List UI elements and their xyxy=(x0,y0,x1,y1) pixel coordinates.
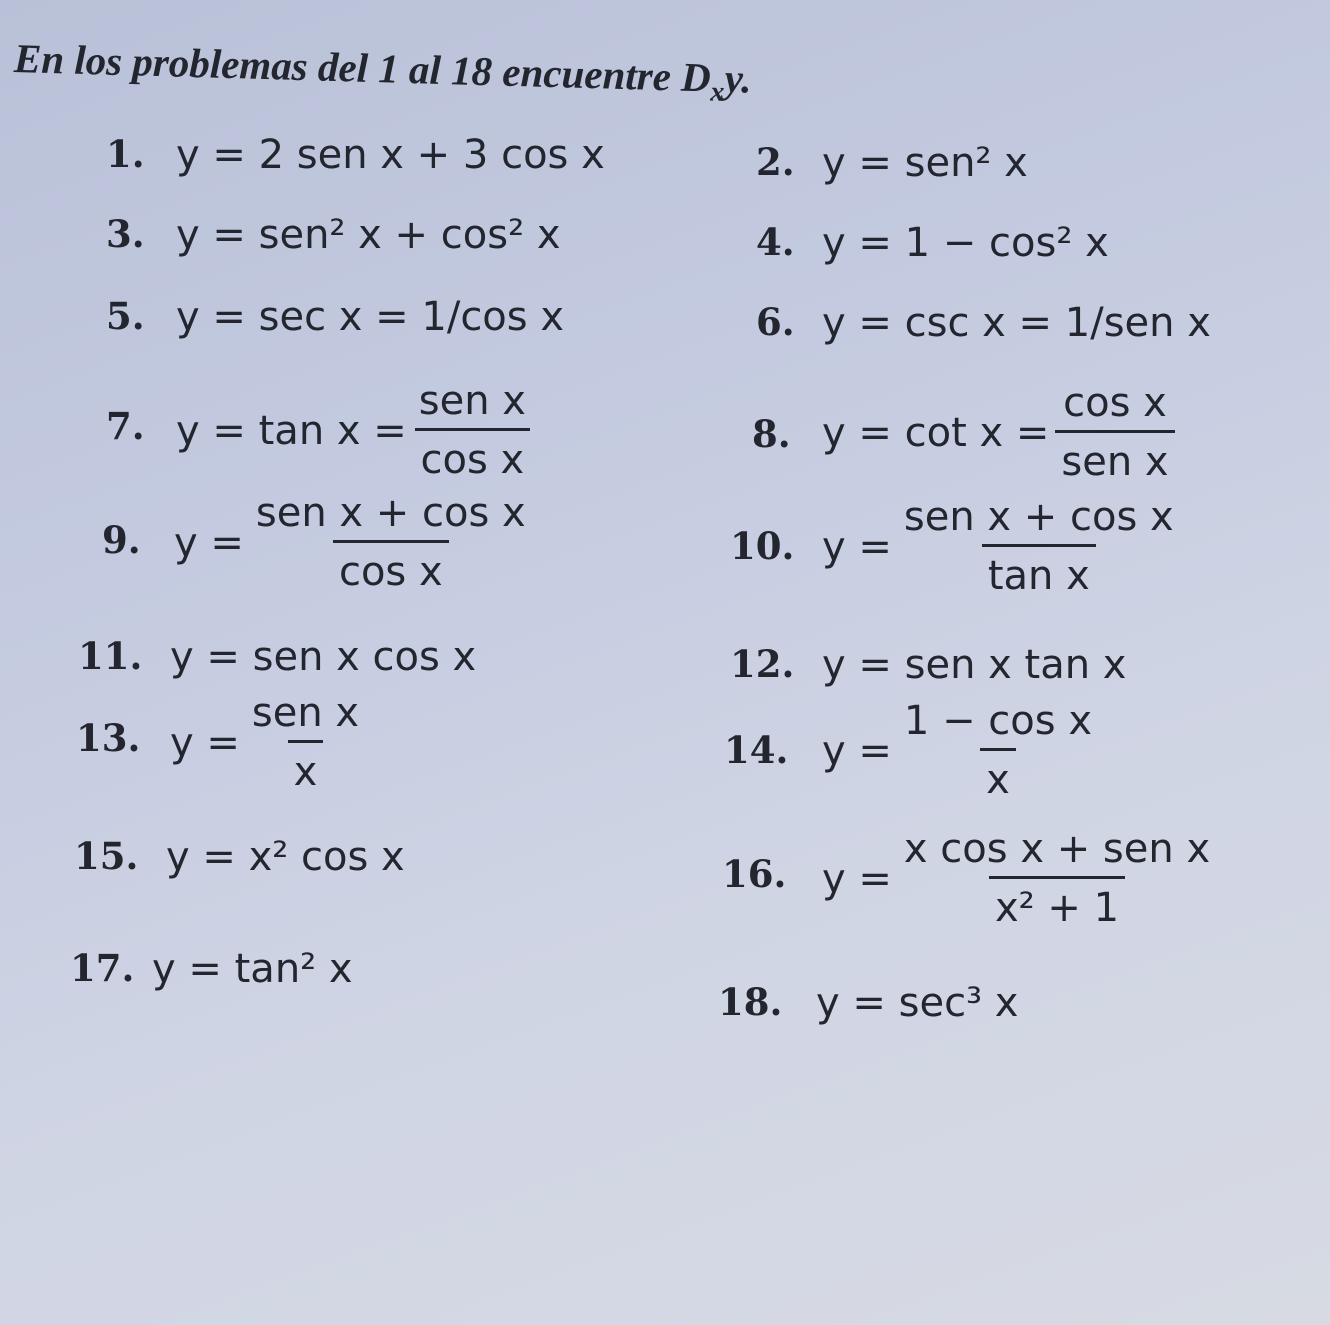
problem-expression: y = sen² x xyxy=(822,140,1028,186)
fraction xyxy=(898,826,1216,931)
problem-expression: y = sec³ x xyxy=(816,980,1019,1026)
problem-16-expression xyxy=(822,826,1222,931)
problem-9-expression xyxy=(174,490,538,595)
problem-expression: y = sen² x + cos² x xyxy=(176,212,561,258)
numerator: sen x + cos x xyxy=(255,490,526,536)
problem-expression: y = 1 − cos² x xyxy=(822,220,1109,266)
problem-number: 13. xyxy=(76,716,141,760)
problem-8-expression xyxy=(822,380,1181,485)
equation-lead: y = xyxy=(822,727,892,774)
problem-number: 16. xyxy=(722,852,787,896)
fraction xyxy=(1055,380,1174,485)
problem-number: 1. xyxy=(106,132,145,176)
equation-lead: y = xyxy=(170,719,240,766)
denominator: tan x xyxy=(982,544,1096,599)
problem-number: 15. xyxy=(74,834,139,878)
numerator: sen x xyxy=(418,378,526,424)
problem-number: 3. xyxy=(106,212,145,256)
denominator: cos x xyxy=(333,540,449,595)
denominator: cos x xyxy=(415,428,531,483)
problem-number: 8. xyxy=(752,412,791,456)
problem-number: 4. xyxy=(756,220,795,264)
problem-expression: y = sec x = 1/cos x xyxy=(176,294,565,340)
numerator: sen x + cos x xyxy=(903,494,1174,540)
problem-number: 12. xyxy=(730,642,795,686)
fraction xyxy=(898,698,1098,803)
equation-lead: y = xyxy=(822,855,892,902)
problem-number: 17. xyxy=(70,946,135,990)
problem-number: 10. xyxy=(730,524,795,568)
equation-lead: y = tan x = xyxy=(176,407,407,454)
numerator: 1 − cos x xyxy=(903,698,1092,744)
problem-expression: y = sen x cos x xyxy=(170,634,477,680)
problem-expression: y = sen x tan x xyxy=(822,642,1127,688)
fraction xyxy=(246,690,365,795)
problem-10-expression xyxy=(822,494,1186,599)
problem-7-expression xyxy=(176,378,538,483)
problem-expression: y = tan² x xyxy=(152,946,353,992)
numerator: x cos x + sen x xyxy=(903,826,1211,872)
problem-number: 7. xyxy=(106,404,145,448)
equation-lead: y = cot x = xyxy=(822,409,1050,456)
equation-lead: y = xyxy=(822,523,892,570)
problem-number: 18. xyxy=(718,980,783,1024)
denominator: sen x xyxy=(1055,430,1174,485)
problem-number: 14. xyxy=(724,728,789,772)
heading-y: y xyxy=(724,54,743,102)
denominator: x xyxy=(288,740,324,795)
heading-text: En los problemas del 1 al 18 encuentre xyxy=(13,35,682,100)
numerator: cos x xyxy=(1063,380,1167,426)
problem-expression: y = csc x = 1/sen x xyxy=(822,300,1211,346)
heading-d: D xyxy=(680,53,712,101)
heading-subscript: x xyxy=(709,76,725,108)
problem-number: 11. xyxy=(78,634,143,678)
problem-number: 5. xyxy=(106,294,145,338)
heading-period: . xyxy=(740,55,753,102)
problem-number: 2. xyxy=(756,140,795,184)
problem-expression: y = 2 sen x + 3 cos x xyxy=(176,132,605,178)
denominator: x xyxy=(980,748,1016,803)
fraction xyxy=(413,378,532,483)
denominator: x² + 1 xyxy=(989,876,1125,931)
problem-expression: y = x² cos x xyxy=(166,834,405,880)
problem-number: 6. xyxy=(756,300,795,344)
fraction xyxy=(250,490,532,595)
problem-number: 9. xyxy=(102,518,141,562)
problem-14-expression xyxy=(822,698,1104,803)
instructions-heading xyxy=(13,34,753,108)
fraction xyxy=(898,494,1180,599)
equation-lead: y = xyxy=(174,519,244,566)
numerator: sen x xyxy=(251,690,360,736)
problem-13-expression xyxy=(170,690,371,795)
